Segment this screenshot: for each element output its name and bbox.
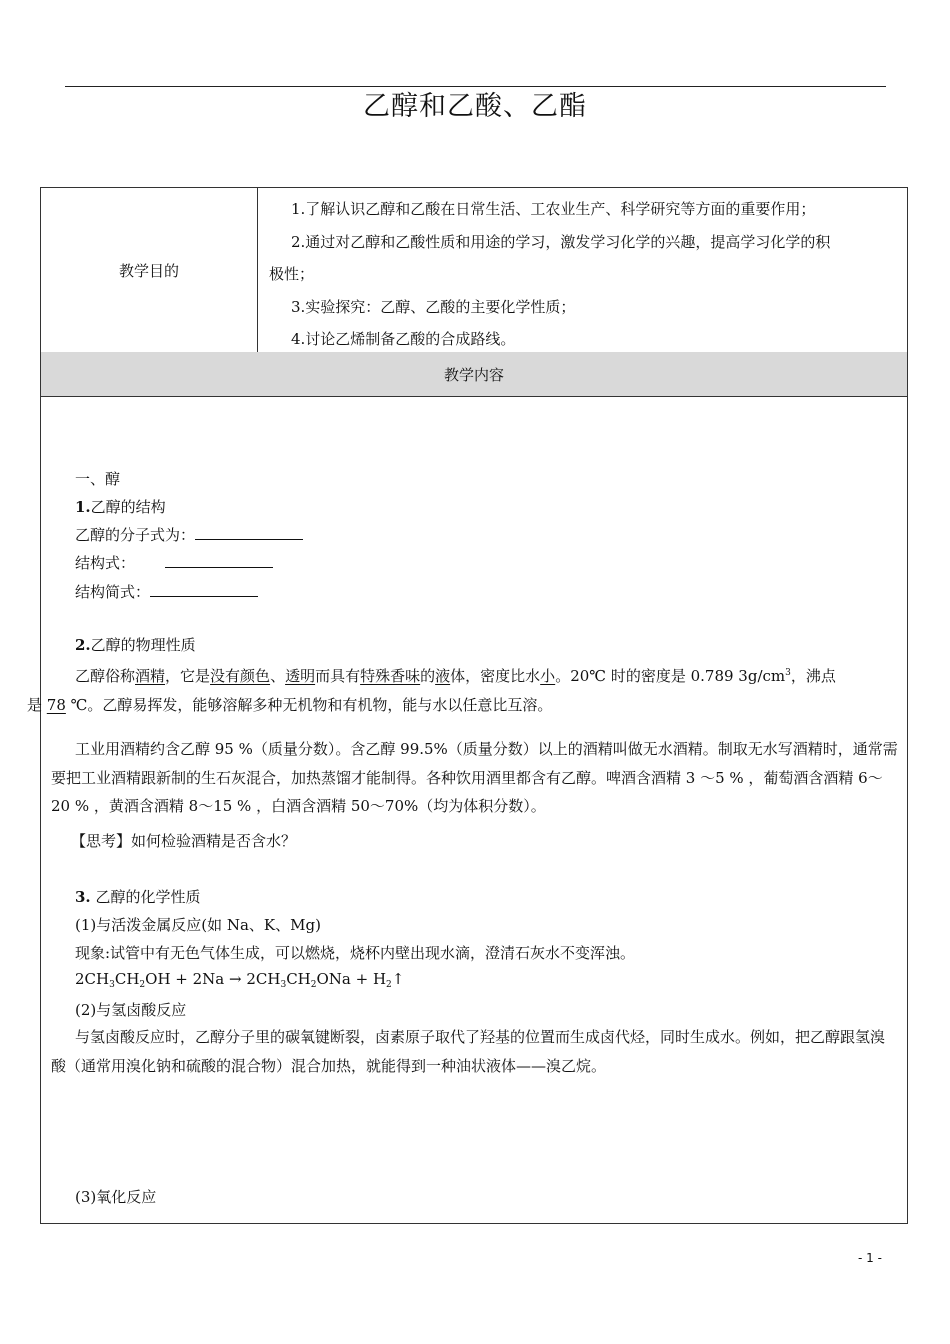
goals-row <box>41 188 907 353</box>
goal-item: 2.通过对乙醇和乙酸性质和用途的学习，激发学习化学的兴趣，提高学习化学的积 <box>291 232 831 251</box>
reaction-1-equation: $2CH_3CH_2OH + 2Na \to 2CH_3CH_2ONa$ + $H_2↑$ <box>75 970 405 990</box>
answer-blank[interactable] <box>165 553 273 568</box>
simple-blank-row: 结构简式： <box>75 581 258 602</box>
answer-blank[interactable] <box>150 582 258 597</box>
content-header: 教学内容 <box>41 352 907 397</box>
goal-item: 3.实验探究：乙醇、乙酸的主要化学性质； <box>291 297 576 316</box>
formula-blank-row: 乙醇的分子式为： <box>75 524 303 545</box>
section-heading: 一、醇 <box>75 470 121 488</box>
reaction-3-title: (3)氧化反应 <box>75 1188 157 1206</box>
goal-item-continued: 极性； <box>269 265 315 283</box>
page-title: 乙醇和乙酸、乙酯 <box>363 91 587 122</box>
reaction-2-paragraph: 与氢卤酸反应时，乙醇分子里的碳氧键断裂，卤素原子取代了羟基的位置而生成卤代烃，同时生成水。例如，把乙醇跟氢溴酸（通常用溴化钠和硫酸的混合物）混合加热，就能得到一种油状液体——溴乙烷。 <box>51 1028 886 1075</box>
industrial-alcohol-paragraph: 工业用酒精约含乙醇 95 %（质量分数）。含乙醇 99.5%（质量分数）以上的酒精叫做无水酒精。制取无水写酒精时，通常需要把工业酒精跟新制的生石灰混合，加热蒸馏才能制得。各种饮用酒里都含有乙醇。啤酒含酒精 3 ～5 % ，葡萄酒含酒精 6～20 % ，黄酒含酒精 8～15 % ，白酒含酒精 50～70%（均为体积分数）。 <box>51 740 898 815</box>
struct-blank-row: 结构式： <box>75 552 273 573</box>
lesson-table <box>27 187 908 1224</box>
subsection-title: 2.乙醇的物理性质 <box>75 636 196 654</box>
page-number: - 1 - <box>858 1251 882 1265</box>
goals-list <box>257 193 907 356</box>
subsection-title: 1.乙醇的结构 <box>75 498 166 516</box>
goal-item: 4.讨论乙烯制备乙酸的合成路线。 <box>291 330 516 348</box>
reaction-1-phenomenon: 现象:试管中有无色气体生成，可以燃烧，烧杯内壁出现水滴，澄清石灰水不变浑浊。 <box>75 944 636 962</box>
subsection-title: 3. 乙醇的化学性质 <box>75 888 201 906</box>
reaction-1-title: (1)与活泼金属反应(如 Na、K、Mg) <box>75 916 321 934</box>
physical-properties-paragraph: 乙醇俗称酒精，它是没有颜色、透明而具有特殊香味的液体，密度比水小。20℃ 时的密度是 0.789 $3g/cm^3$，沸点 是 78 ℃。乙醇易挥发，能够溶解多种无机物和有机物，能与水以任意比互溶。 <box>27 667 836 714</box>
think-question: 【思考】如何检验酒精是否含水？ <box>71 832 297 850</box>
answer-blank[interactable] <box>195 525 303 540</box>
goal-item: 1.了解认识乙醇和乙酸在日常生活、工农业生产、科学研究等方面的重要作用； <box>291 200 816 218</box>
reaction-2-title: (2)与氢卤酸反应 <box>75 1001 187 1019</box>
goals-label: 教学目的 <box>41 188 258 352</box>
